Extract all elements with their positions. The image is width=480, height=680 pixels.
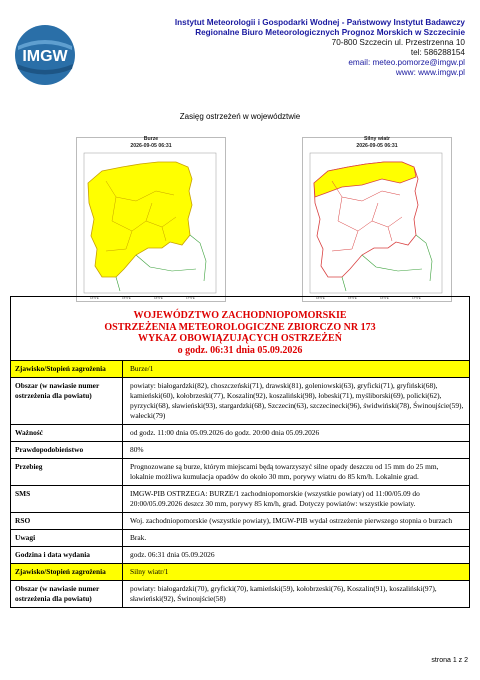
table-row	[11, 360, 469, 377]
row-value: Prognozowane są burze, którym miejscami będą towarzyszyć silne opady deszczu od 15 mm do 25 mm, lokalnie możliwa kumulacja opadów do około 30 mm, porywy wiatru do 85 km/h. Lokalnie grad.	[130, 462, 439, 481]
report-title	[11, 297, 469, 360]
map-date: 2026-09-05 06:31	[356, 143, 398, 149]
row-value: Brak.	[130, 533, 147, 542]
warnings-report	[10, 296, 470, 608]
row-value: Woj. zachodniopomorskie (wszystkie powiaty), IMGW-PIB wydał ostrzeżenie pierwszego stopnia o burzach	[130, 516, 453, 525]
map-storms	[76, 131, 226, 302]
svg-text:15°0'E: 15°0'E	[122, 296, 131, 300]
row-value: IMGW-PIB OSTRZEGA: BURZE/1 zachodniopomorskie (wszystkie powiaty) od 11:00/05.09 do 20:00/05.09.2026 deszcz 30 mm, porywy 85 km/h, grad. Dotyczy powiatów: wszystkie powiaty.	[130, 489, 420, 508]
table-row	[11, 377, 469, 424]
row-key: Obszar (w nawiasie numer ostrzeżenia dla powiatu)	[11, 378, 123, 424]
table-row	[11, 424, 469, 441]
table-row	[11, 458, 469, 485]
map-title: Burze	[143, 136, 159, 142]
map-strong-wind	[302, 131, 452, 302]
table-row	[11, 485, 469, 512]
report-title-line: WOJEWÓDZTWO ZACHODNIOPOMORSKIE	[133, 310, 347, 321]
svg-text:16°0'E: 16°0'E	[380, 296, 389, 300]
table-row	[11, 529, 469, 546]
row-key: Zjawisko/Stopień zagrożenia	[11, 564, 123, 580]
svg-text:17°0'E: 17°0'E	[186, 296, 195, 300]
row-key: Ważność	[11, 425, 123, 441]
logo-text: IMGW	[22, 48, 68, 65]
email[interactable]: email: meteo.pomorze@imgw.pl	[348, 58, 465, 67]
row-key: Godzina i data wydania	[11, 547, 123, 563]
address: 70-800 Szczecin ul. Przestrzenna 10	[331, 38, 465, 47]
row-key: Uwagi	[11, 530, 123, 546]
table-row	[11, 563, 469, 580]
table-row	[11, 512, 469, 529]
website[interactable]: www: www.imgw.pl	[395, 68, 465, 77]
row-value: 80%	[130, 445, 144, 454]
map-title: Silny wiatr	[364, 136, 390, 142]
svg-text:16°0'E: 16°0'E	[90, 296, 99, 300]
svg-text:16°0'E: 16°0'E	[154, 296, 163, 300]
table-row	[11, 580, 469, 607]
institution-header	[175, 18, 465, 78]
row-key: Prawdopodobieństwo	[11, 442, 123, 458]
report-title-line: OSTRZEŻENIA METEOROLOGICZNE ZBIORCZO NR 173	[104, 321, 376, 333]
svg-text:15°0'E: 15°0'E	[348, 296, 357, 300]
row-key: Obszar (w nawiasie numer ostrzeżenia dla powiatu)	[11, 581, 123, 607]
row-key: Zjawisko/Stopień zagrożenia	[11, 361, 123, 377]
svg-text:17°0'E: 17°0'E	[412, 296, 421, 300]
report-title-line: WYKAZ OBOWIĄZUJĄCYCH OSTRZEŻEŃ	[138, 333, 342, 344]
row-value: Burze/1	[123, 361, 469, 377]
table-row	[11, 441, 469, 458]
bureau-name: Regionalne Biuro Meteorologicznych Prognoz Morskich w Szczecinie	[195, 28, 465, 37]
row-value: powiaty: białogardzki(82), choszczeński(71), drawski(81), goleniowski(63), gryficki(71), gryfiński(68), kamieński(60), kołobrzeski(77), Koszalin(92), koszaliński(98), łobeski(71), myśliborski(69), policki(62), pyrzycki(68), sławieński(93), stargardzki(68), Szczecin(63), szczecinecki(96), świdwiński(78), Świnoujście(59), wałecki(79)	[130, 381, 464, 420]
row-key: SMS	[11, 486, 123, 512]
row-value: powiaty: białogardzki(70), gryficki(70), kamieński(59), kołobrzeski(76), Koszalin(91), koszaliński(97), sławieński(92), Świnoujście(58)	[130, 584, 437, 603]
row-value: od godz. 11:00 dnia 05.09.2026 do godz. 20:00 dnia 05.09.2026	[130, 428, 320, 437]
phone: tel: 586288154	[410, 48, 465, 57]
report-title-line: o godz. 06:31 dnia 05.09.2026	[177, 344, 303, 356]
institute-name: Instytut Meteorologii i Gospodarki Wodnej - Państwowy Instytut Badawczy	[174, 18, 465, 27]
map-date: 2026-09-05 06:31	[130, 143, 172, 149]
row-value: Silny wiatr/1	[123, 564, 469, 580]
page-number: strona 1 z 2	[431, 657, 468, 664]
row-value: godz. 06:31 dnia 05.09.2026	[130, 550, 215, 559]
row-key: Przebieg	[11, 459, 123, 485]
maps-section-title: Zasięg ostrzeżeń w województwie	[179, 112, 301, 121]
svg-text:16°0'E: 16°0'E	[316, 296, 325, 300]
table-row	[11, 546, 469, 563]
row-key: RSO	[11, 513, 123, 529]
imgw-logo	[14, 24, 76, 86]
